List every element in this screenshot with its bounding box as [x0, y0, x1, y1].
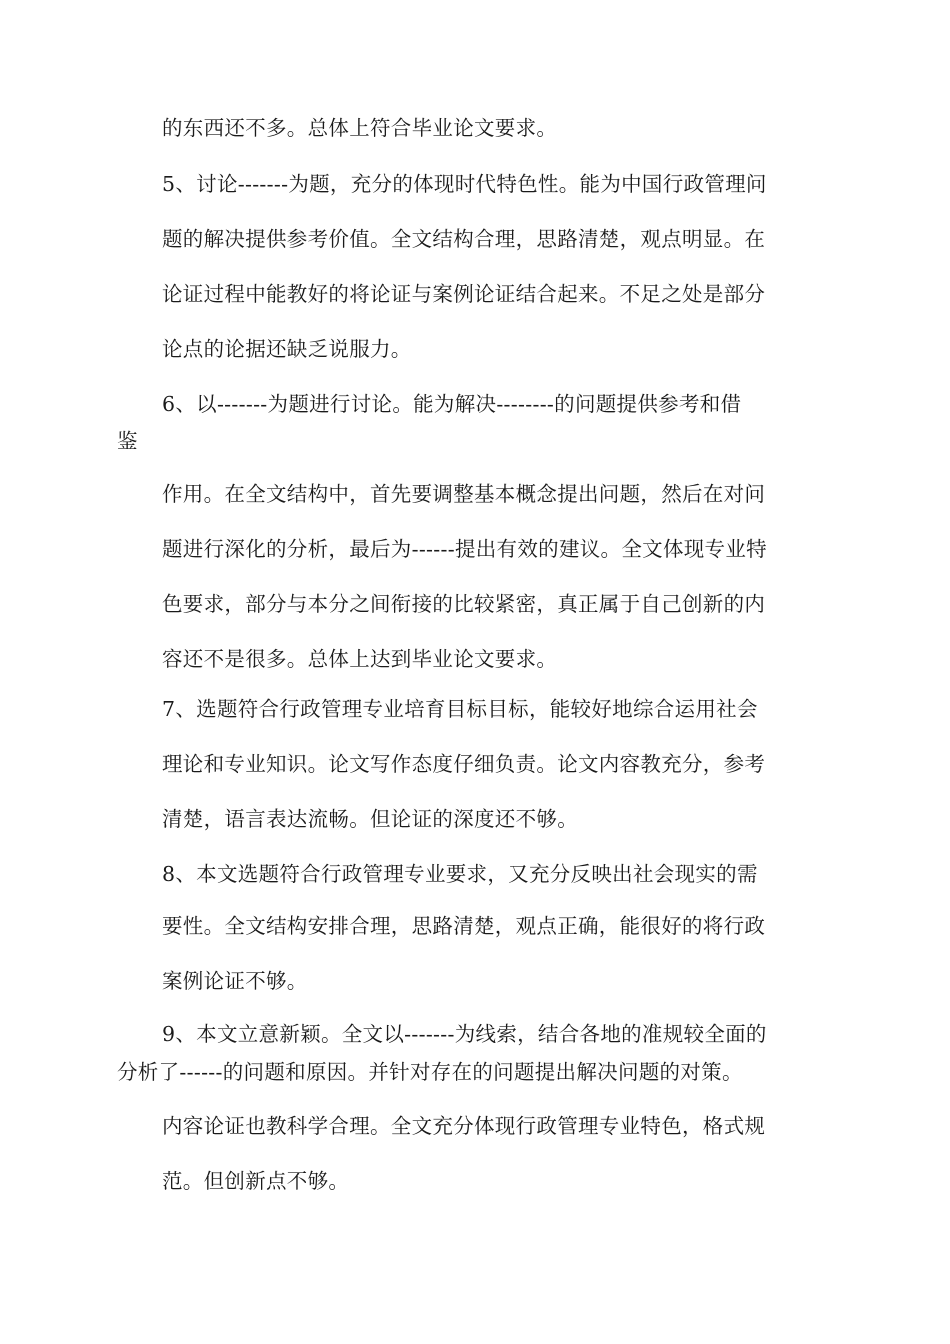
text-line: 论证过程中能教好的将论证与案例论证结合起来。不足之处是部分 — [162, 282, 766, 306]
text-line: 容还不是很多。总体上达到毕业论文要求。 — [162, 647, 558, 671]
text-line: 作用。在全文结构中，首先要调整基本概念提出问题，然后在对问 — [162, 482, 766, 506]
text-line: 清楚，语言表达流畅。但论证的深度还不够。 — [162, 807, 578, 831]
text-line: 理论和专业知识。论文写作态度仔细负责。论文内容教充分，参考 — [162, 752, 766, 776]
text-line: 案例论证不够。 — [162, 969, 308, 993]
text-line: 内容论证也教科学合理。全文充分体现行政管理专业特色，格式规 — [162, 1114, 766, 1138]
text-line: 题的解决提供参考价值。全文结构合理，思路清楚，观点明显。在 — [162, 227, 766, 251]
text-line: 要性。全文结构安排合理，思路清楚，观点正确，能很好的将行政 — [162, 914, 766, 938]
text-line: 鉴 — [117, 429, 138, 453]
text-line: 8、本文选题符合行政管理专业要求，又充分反映出社会现实的需 — [162, 862, 758, 886]
text-line: 分析了------的问题和原因。并针对存在的问题提出解决问题的对策。 — [117, 1060, 743, 1084]
text-line: 6、以-------为题进行讨论。能为解决--------的问题提供参考和借 — [162, 392, 742, 416]
text-line: 7、选题符合行政管理专业培育目标目标，能较好地综合运用社会 — [162, 697, 758, 721]
text-line: 色要求，部分与本分之间衔接的比较紧密，真正属于自己创新的内 — [162, 592, 766, 616]
text-line: 题进行深化的分析，最后为------提出有效的建议。全文体现专业特 — [162, 537, 767, 561]
text-line: 5、讨论-------为题，充分的体现时代特色性。能为中国行政管理问 — [162, 172, 767, 196]
text-line: 范。但创新点不够。 — [162, 1169, 350, 1193]
text-line: 9、本文立意新颖。全文以-------为线索，结合各地的准规较全面的 — [162, 1022, 767, 1046]
text-line: 论点的论据还缺乏说服力。 — [162, 337, 412, 361]
text-line: 的东西还不多。总体上符合毕业论文要求。 — [162, 116, 558, 140]
